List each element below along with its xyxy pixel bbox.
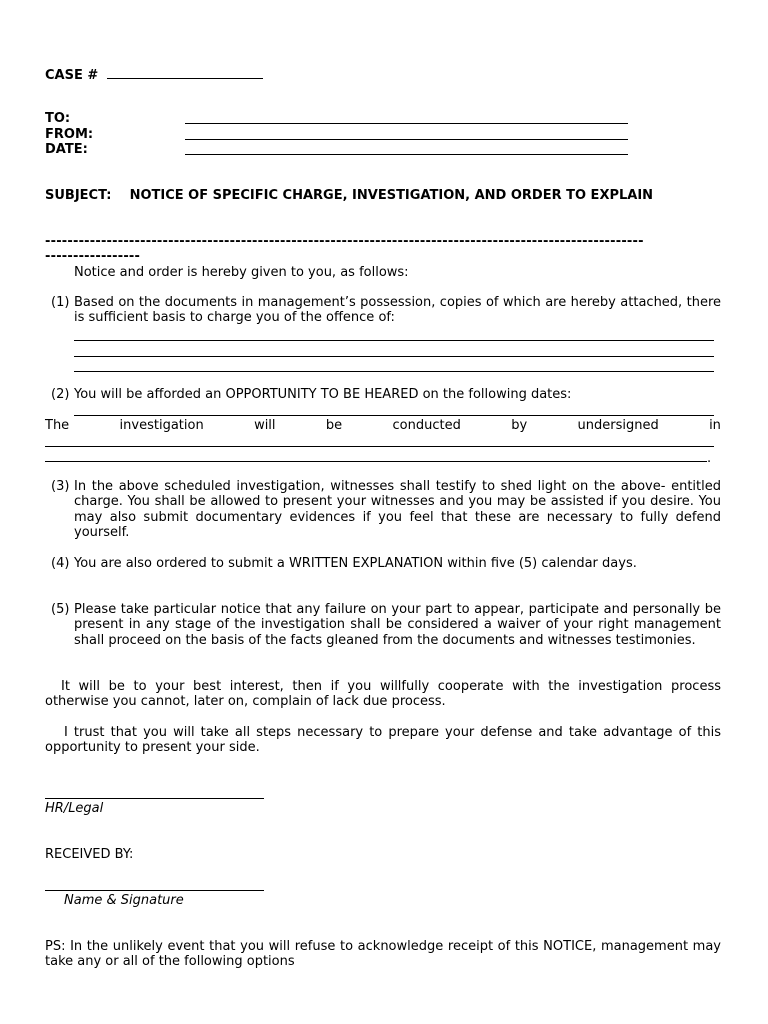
item-text: You will be afforded an OPPORTUNITY TO BE HEARED on the following dates: — [74, 387, 572, 402]
item-number: (4) — [51, 556, 70, 571]
word: conducted — [392, 418, 461, 433]
word: be — [325, 418, 343, 433]
divider-line: ----------------------------------------------------------------------------------------------------------- — [45, 234, 644, 249]
item-text: Based on the documents in management’s possession, copies of which are hereby attached, there is sufficient basis to charge you of the offence of: — [74, 295, 721, 326]
investigator-row-2 — [45, 449, 711, 466]
item-text: In the above scheduled investigation, witnesses shall testify to shed light on the above- entitled charge. You shall be allowed to present your witnesses and you may be assisted if you desire. You may also submit documentary evidences if you feel that these are necessary to fully defend yourself. — [74, 479, 721, 541]
offence-blank-2[interactable] — [74, 344, 714, 357]
subject-text: NOTICE OF SPECIFIC CHARGE, INVESTIGATION, AND ORDER TO EXPLAIN — [129, 188, 654, 203]
item-text: You are also ordered to submit a WRITTEN EXPLANATION within five (5) calendar days. — [74, 556, 637, 571]
case-number-blank[interactable] — [107, 66, 263, 79]
period: . — [707, 451, 712, 466]
to-label: TO: — [45, 111, 71, 126]
received-signature-blank[interactable] — [45, 878, 264, 891]
to-blank[interactable] — [185, 111, 628, 124]
word: by — [511, 418, 528, 433]
divider-line-cont: ----------------- — [45, 249, 141, 264]
dates-blank[interactable] — [74, 403, 714, 416]
item-number: (5) — [51, 602, 70, 617]
word: investigation — [119, 418, 204, 433]
word: will — [254, 418, 276, 433]
hr-signature-blank[interactable] — [45, 786, 264, 799]
hr-legal-label: HR/Legal — [45, 801, 104, 816]
offence-blank-1[interactable] — [74, 328, 714, 341]
item-number: (1) — [51, 295, 70, 310]
item-number: (2) — [51, 387, 70, 402]
date-label: DATE: — [45, 142, 88, 157]
investigation-line — [45, 418, 721, 433]
word: in — [709, 418, 721, 433]
from-blank[interactable] — [185, 127, 628, 140]
case-number-label: CASE # — [45, 68, 99, 83]
date-blank[interactable] — [185, 142, 628, 155]
investigator-blank-2[interactable] — [45, 449, 707, 462]
offence-blank-3[interactable] — [74, 359, 714, 372]
subject-line — [45, 188, 721, 203]
trust-paragraph: I trust that you will take all steps necessary to prepare your defense and take advantage of this opportunity to present your side. — [45, 725, 721, 756]
best-interest-paragraph: It will be to your best interest, then if you willfully cooperate with the investigation process otherwise you cannot, later on, complain of lack due process. — [45, 679, 721, 710]
from-label: FROM: — [45, 127, 94, 142]
intro-text: Notice and order is hereby given to you, as follows: — [74, 265, 409, 280]
word: The — [45, 418, 70, 433]
case-number-row — [45, 66, 263, 83]
word: undersigned — [577, 418, 659, 433]
ps-paragraph: PS: In the unlikely event that you will refuse to acknowledge receipt of this NOTICE, management may take any or all of the following options — [45, 939, 721, 970]
received-by-label: RECEIVED BY: — [45, 847, 134, 862]
item-text: Please take particular notice that any failure on your part to appear, participate and personally be present in any stage of the investigation shall be considered a waiver of your right management shall proceed on the basis of the facts gleaned from the documents and witnesses testimonies. — [74, 602, 721, 648]
subject-label: SUBJECT: — [45, 188, 112, 203]
investigator-blank-1[interactable] — [45, 434, 714, 447]
name-signature-label: Name & Signature — [64, 893, 184, 908]
item-number: (3) — [51, 479, 70, 494]
